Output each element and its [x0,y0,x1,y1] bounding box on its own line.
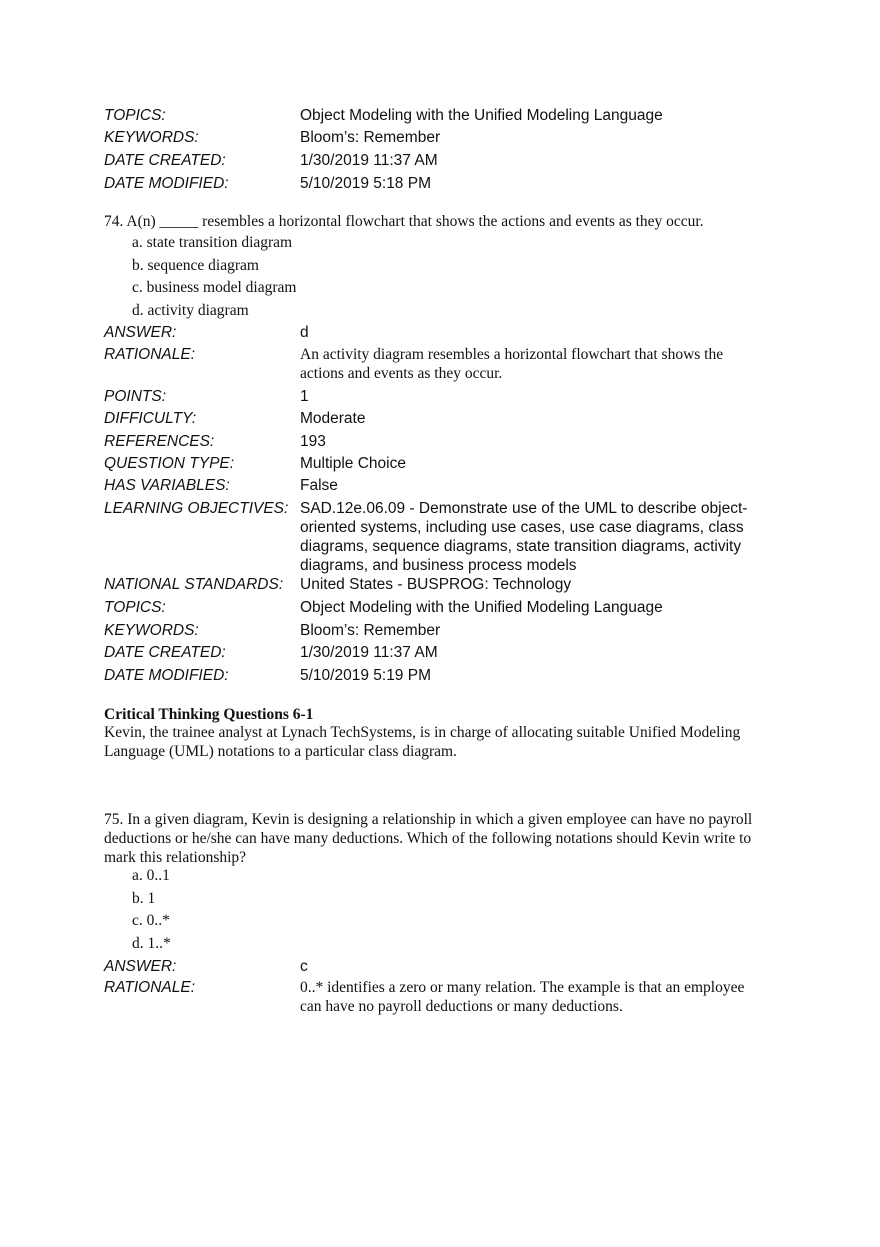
answer-label: ANSWER: [104,324,177,341]
date-created-value: 1/30/2019 11:37 AM [300,152,438,169]
q74-answer-row [104,323,774,342]
topics-row [104,106,774,125]
keywords-value: Bloom’s: Remember [300,622,441,639]
date-modified-row [104,174,774,193]
references-value: 193 [300,433,326,450]
keywords-label: KEYWORDS: [104,129,199,146]
answer-value: d [300,324,309,341]
critical-thinking-scenario: Kevin, the trainee analyst at Lynach TechSystems, is in charge of allocating suitable Unified Modeling Language (UML) notations to a particular class diagram. [104,724,741,760]
date-modified-value: 5/10/2019 5:18 PM [300,175,431,192]
date-created-label: DATE CREATED: [104,152,226,169]
q75-option-c: c. 0..* [132,912,170,929]
critical-thinking-heading: Critical Thinking Questions 6-1 [104,706,314,723]
keywords-value: Bloom’s: Remember [300,129,441,146]
q74-rationale-row [104,345,774,383]
q74-topics-row [104,598,774,617]
date-created-row [104,151,774,170]
rationale-value: 0..* identifies a zero or many relation. The example is that an employee can have no payroll deductions or many deductions. [300,979,745,1015]
topics-label: TOPICS: [104,107,166,124]
q74-has-variables-row [104,476,774,495]
q74-option-b: b. sequence diagram [132,257,259,274]
q74-option-a: a. state transition diagram [132,234,293,251]
learning-objectives-label: LEARNING OBJECTIVES: [104,500,289,517]
answer-label: ANSWER: [104,958,177,975]
q74-keywords-row [104,621,774,640]
topics-label: TOPICS: [104,599,166,616]
difficulty-label: DIFFICULTY: [104,410,197,427]
national-standards-value: United States - BUSPROG: Technology [300,576,572,593]
q74-difficulty-row [104,409,774,428]
date-modified-label: DATE MODIFIED: [104,175,229,192]
points-label: POINTS: [104,388,167,405]
difficulty-value: Moderate [300,410,366,427]
points-value: 1 [300,388,309,405]
references-label: REFERENCES: [104,433,215,450]
q74-points-row [104,387,774,406]
question-type-label: QUESTION TYPE: [104,455,235,472]
rationale-label: RATIONALE: [104,346,196,363]
q74-option-c: c. business model diagram [132,279,297,296]
has-variables-label: HAS VARIABLES: [104,477,230,494]
q74-national-standards-row [104,575,774,594]
q74-question-type-row [104,454,774,473]
date-modified-label: DATE MODIFIED: [104,667,229,684]
q74-date-created-row [104,643,774,662]
q75-option-b: b. 1 [132,890,156,907]
rationale-value: An activity diagram resembles a horizontal flowchart that shows the actions and events as they occur. [300,346,724,382]
q75-option-d: d. 1..* [132,935,171,952]
question-75-text: 75. In a given diagram, Kevin is designing a relationship in which a given employee can have no payroll deductions or he/she can have many deductions. Which of the following notations should Kevin write to mark this relationship? [104,811,753,866]
question-74-text: 74. A(n) _____ resembles a horizontal flowchart that shows the actions and events as they occur. [104,213,704,230]
has-variables-value: False [300,477,338,494]
q75-answer-row [104,957,774,976]
q74-learning-objectives-row [104,499,774,575]
q75-rationale-row [104,978,774,1016]
keywords-label: KEYWORDS: [104,622,199,639]
question-type-value: Multiple Choice [300,455,406,472]
date-created-value: 1/30/2019 11:37 AM [300,644,438,661]
q74-date-modified-row [104,666,774,685]
date-created-label: DATE CREATED: [104,644,226,661]
national-standards-label: NATIONAL STANDARDS: [104,576,284,593]
keywords-row [104,128,774,147]
answer-value: c [300,958,308,975]
q75-option-a: a. 0..1 [132,867,170,884]
q74-option-d: d. activity diagram [132,302,249,319]
learning-objectives-value: SAD.12e.06.09 - Demonstrate use of the UML to describe object-oriented systems, including use cases, use case diagrams, class diagrams, sequence diagrams, state transition diagrams, activity diagrams, and business process models [300,500,748,574]
rationale-label: RATIONALE: [104,979,196,996]
topics-value: Object Modeling with the Unified Modeling Language [300,107,663,124]
q74-references-row [104,432,774,451]
topics-value: Object Modeling with the Unified Modeling Language [300,599,663,616]
date-modified-value: 5/10/2019 5:19 PM [300,667,431,684]
